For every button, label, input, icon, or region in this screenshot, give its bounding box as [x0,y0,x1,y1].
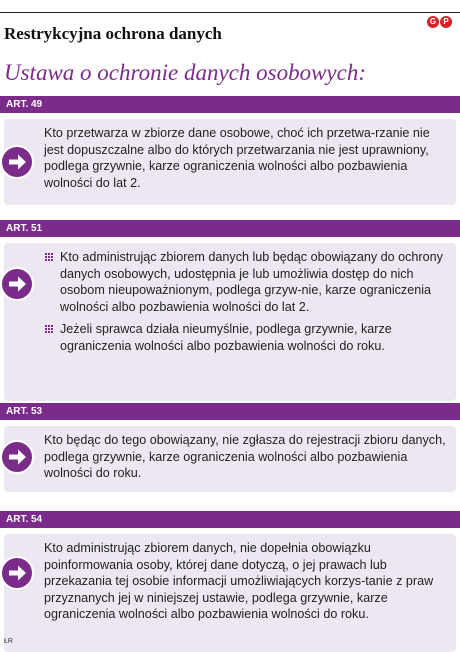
article-51-section [0,220,460,401]
arrow-right-circle-icon [0,556,34,590]
article-label: ART. 54 [0,511,460,528]
dotted-square-bullet-icon [45,253,54,262]
article-text: Kto administrując zbiorem danych lub będąc obowiązany do ochrony danych osobowych, udostępnia je lub umożliwia dostęp do nich osobom nieupoważnionym, podlega grzyw-nie, karze ograniczenia wolności albo pozbawienia wolności do lat 2. [60,250,443,314]
article-text: Kto administrując zbiorem danych, nie dopełnia obowiązku poinformowania osoby, której dane dotyczą, o jej prawach lub przekazania tej osobie informacji umożliwiających korzys-tanie z praw przyznanych jej w niniejszej ustawie, podlega grzywnie, karze ograniczenia wolności albo pozbawienia wolności do roku. [44,541,434,621]
list-item [60,321,446,354]
article-54-section [0,511,460,652]
arrow-right-circle-icon [0,145,34,179]
page-subtitle: Ustawa o ochronie danych osobowych: [4,60,366,85]
article-53-section [0,403,460,492]
article-text: Jeżeli sprawca działa nieumyślnie, podlega grzywnie, karze ograniczenia wolności albo pozbawienia wolności do roku. [60,322,392,353]
logo-letter-g: G [427,16,439,28]
article-box [4,534,456,652]
dotted-square-bullet-icon [45,325,54,334]
article-label: ART. 49 [0,96,460,113]
article-49-section [0,96,460,205]
article-box [4,426,456,492]
top-rule [0,12,460,13]
article-box [4,119,456,205]
credit: ŁR [4,638,13,645]
article-box [4,243,456,401]
arrow-right-circle-icon [0,267,34,301]
article-label: ART. 53 [0,403,460,420]
page-title: Restrykcyjna ochrona danych [4,24,222,43]
arrow-right-circle-icon [0,440,34,474]
list-item [60,249,446,315]
article-text: Kto przetwarza w zbiorze dane osobowe, choć ich przetwa-rzanie nie jest dopuszczalne albo do których przetwarzania nie jest uprawniony, podlega grzywnie, karze ograniczenia wolności albo pozbawienia wolności do lat 2. [44,126,430,190]
logo-letter-p: P [440,16,452,28]
article-text: Kto będąc do tego obowiązany, nie zgłasza do rejestracji zbioru danych, podlega grzywnie, karze ograniczenia wolności albo pozbawienia wolności do roku. [44,433,446,480]
publisher-logo [427,16,452,28]
article-label: ART. 51 [0,220,460,237]
